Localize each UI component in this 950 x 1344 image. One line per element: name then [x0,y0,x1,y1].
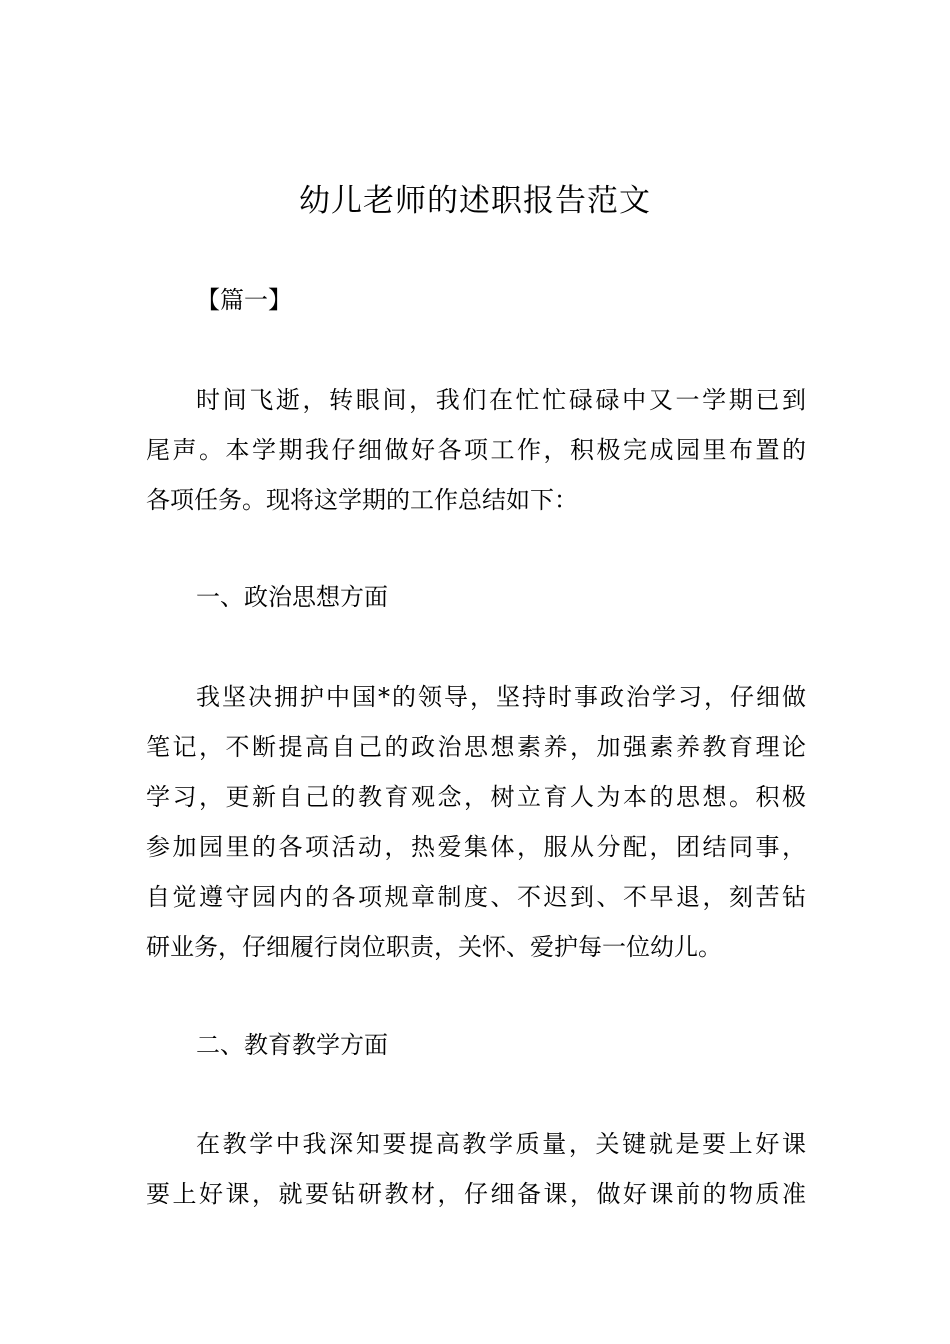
paragraph-line: 我坚决拥护中国*的领导，坚持时事政治学习，仔细做 [196,683,806,711]
paragraph-line: 研业务，仔细履行岗位职责，关怀、爱护每一位幼儿。 [146,933,722,961]
part-label: 【篇一】 [196,286,292,314]
teaching-paragraph [146,1119,806,1219]
paragraph-line: 要上好课，就要钻研教材，仔细备课，做好课前的物质准 [146,1180,806,1208]
paragraph-line: 各项任务。现将这学期的工作总结如下： [146,486,578,514]
politics-paragraph [146,672,806,972]
paragraph-line: 在教学中我深知要提高教学质量，关键就是要上好课 [196,1130,806,1158]
section-heading-politics: 一、政治思想方面 [196,583,388,611]
paragraph-line: 尾声。本学期我仔细做好各项工作，积极完成园里布置的 [146,436,806,464]
section-heading-teaching: 二、教育教学方面 [196,1031,388,1059]
intro-paragraph [146,375,806,525]
paragraph-line: 参加园里的各项活动，热爱集体，服从分配，团结同事， [146,833,806,861]
paragraph-line: 笔记，不断提高自己的政治思想素养，加强素养教育理论 [146,733,806,761]
paragraph-line: 学习，更新自己的教育观念，树立育人为本的思想。积极 [146,783,806,811]
paragraph-line: 时间飞逝，转眼间，我们在忙忙碌碌中又一学期已到 [196,386,806,414]
document-title: 幼儿老师的述职报告范文 [299,183,651,219]
paragraph-line: 自觉遵守园内的各项规章制度、不迟到、不早退，刻苦钻 [146,883,806,911]
